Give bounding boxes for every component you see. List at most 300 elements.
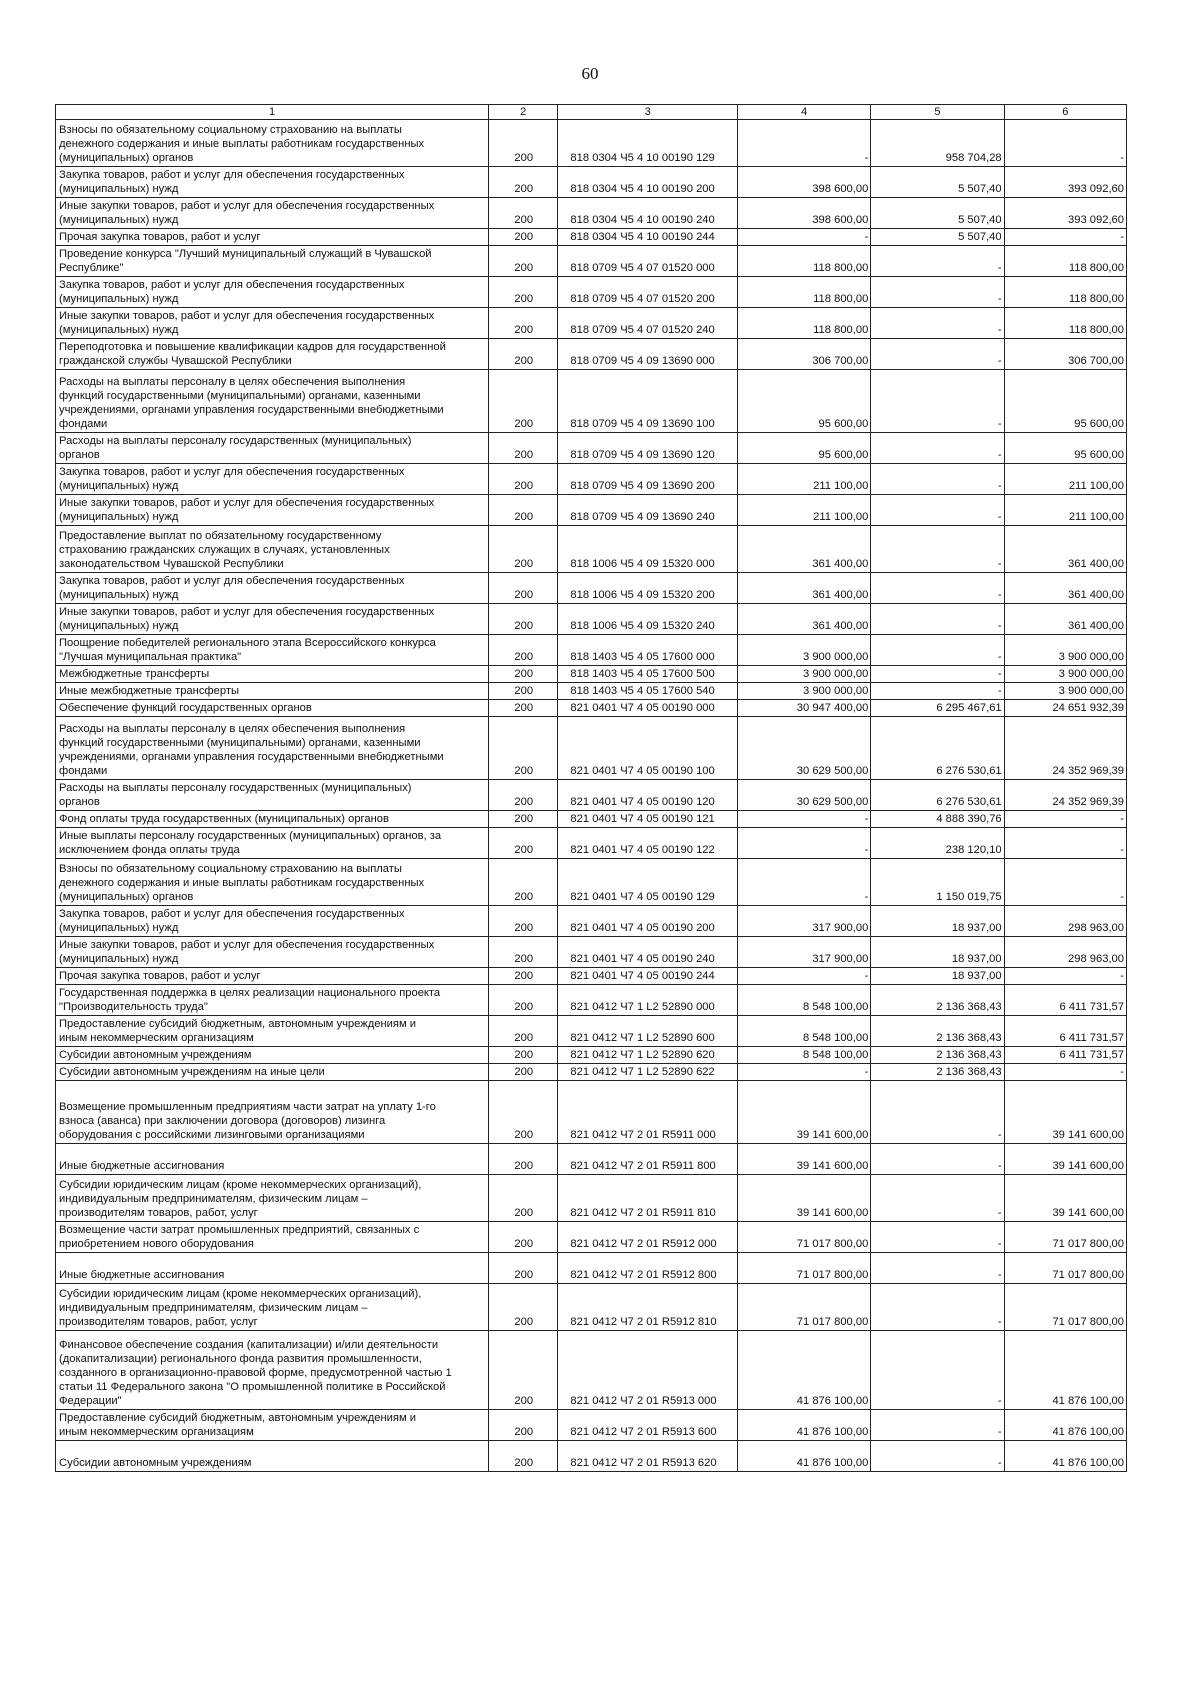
row-description-text: Межбюджетные трансферты bbox=[59, 668, 210, 680]
row-description-text: Закупка товаров, работ и услуг для обеспечения государственных (муниципальных) нужд bbox=[59, 908, 405, 934]
row-description bbox=[56, 1410, 489, 1441]
row-description bbox=[56, 526, 489, 573]
row-value-col4: 8 548 100,00 bbox=[738, 1016, 871, 1047]
row-value-col4: 41 876 100,00 bbox=[738, 1410, 871, 1441]
row-value-col4: 30 629 500,00 bbox=[738, 717, 871, 780]
row-value-col4: 398 600,00 bbox=[738, 167, 871, 198]
row-description bbox=[56, 1047, 489, 1064]
row-value-col6: 361 400,00 bbox=[1004, 604, 1126, 635]
row-value-col6: 24 651 932,39 bbox=[1004, 700, 1126, 717]
row-code: 200 bbox=[489, 573, 558, 604]
row-code: 200 bbox=[489, 277, 558, 308]
row-value-col6: 41 876 100,00 bbox=[1004, 1441, 1126, 1472]
row-value-col6: 6 411 731,57 bbox=[1004, 1047, 1126, 1064]
row-value-col5: - bbox=[871, 464, 1004, 495]
row-description bbox=[56, 859, 489, 906]
row-value-col6: 118 800,00 bbox=[1004, 308, 1126, 339]
row-description bbox=[56, 780, 489, 811]
row-value-col4: 8 548 100,00 bbox=[738, 985, 871, 1016]
row-description bbox=[56, 277, 489, 308]
row-value-col5: - bbox=[871, 1175, 1004, 1222]
row-description bbox=[56, 604, 489, 635]
row-value-col4: - bbox=[738, 811, 871, 828]
table-row bbox=[56, 370, 1127, 433]
row-description-text: Иные закупки товаров, работ и услуг для обеспечения государственных (муниципальных) нужд bbox=[59, 497, 435, 523]
row-description bbox=[56, 167, 489, 198]
row-value-col5: 238 120,10 bbox=[871, 828, 1004, 859]
row-value-col5: - bbox=[871, 526, 1004, 573]
table-row bbox=[56, 859, 1127, 906]
row-value-col6: 39 141 600,00 bbox=[1004, 1081, 1126, 1144]
row-code: 200 bbox=[489, 985, 558, 1016]
row-value-col4: 30 629 500,00 bbox=[738, 780, 871, 811]
row-classification-code: 818 0709 Ч5 4 09 13690 200 bbox=[558, 464, 738, 495]
row-code: 200 bbox=[489, 1253, 558, 1284]
row-code: 200 bbox=[489, 229, 558, 246]
row-code: 200 bbox=[489, 1175, 558, 1222]
row-classification-code: 821 0412 Ч7 1 L2 52890 600 bbox=[558, 1016, 738, 1047]
row-classification-code: 818 0709 Ч5 4 09 13690 240 bbox=[558, 495, 738, 526]
row-description-text: Субсидии юридическим лицам (кроме некоммерческих организаций), индивидуальным предпринимателям, физическим лицам – производителям товаров, работ, услуг bbox=[59, 1288, 422, 1328]
row-description bbox=[56, 985, 489, 1016]
row-classification-code: 821 0401 Ч7 4 05 00190 129 bbox=[558, 859, 738, 906]
row-description bbox=[56, 1064, 489, 1081]
row-value-col4: 8 548 100,00 bbox=[738, 1047, 871, 1064]
row-value-col6: - bbox=[1004, 229, 1126, 246]
table-row bbox=[56, 683, 1127, 700]
row-description bbox=[56, 811, 489, 828]
row-value-col5: 2 136 368,43 bbox=[871, 1064, 1004, 1081]
row-classification-code: 821 0412 Ч7 1 L2 52890 622 bbox=[558, 1064, 738, 1081]
table-row bbox=[56, 828, 1127, 859]
row-description-text: Взносы по обязательному социальному страхованию на выплаты денежного содержания и иные выплаты работникам государственных (муниципальных) органов bbox=[59, 124, 425, 164]
row-code: 200 bbox=[489, 1410, 558, 1441]
row-description bbox=[56, 573, 489, 604]
table-row bbox=[56, 1331, 1127, 1410]
row-value-col6: 361 400,00 bbox=[1004, 573, 1126, 604]
row-description-text: Субсидии автономным учреждениям bbox=[59, 1049, 252, 1061]
row-value-col4: 41 876 100,00 bbox=[738, 1441, 871, 1472]
row-value-col4: 317 900,00 bbox=[738, 906, 871, 937]
row-value-col4: 71 017 800,00 bbox=[738, 1284, 871, 1331]
column-header: 1 bbox=[56, 105, 489, 120]
row-value-col5: - bbox=[871, 433, 1004, 464]
row-code: 200 bbox=[489, 198, 558, 229]
table-row bbox=[56, 198, 1127, 229]
table-row bbox=[56, 1047, 1127, 1064]
row-value-col5: 1 150 019,75 bbox=[871, 859, 1004, 906]
row-value-col5: - bbox=[871, 339, 1004, 370]
row-code: 200 bbox=[489, 167, 558, 198]
row-code: 200 bbox=[489, 308, 558, 339]
row-description-text: Иные закупки товаров, работ и услуг для обеспечения государственных (муниципальных) нужд bbox=[59, 310, 435, 336]
row-classification-code: 818 0709 Ч5 4 07 01520 240 bbox=[558, 308, 738, 339]
row-value-col6: 211 100,00 bbox=[1004, 495, 1126, 526]
row-value-col4: 3 900 000,00 bbox=[738, 683, 871, 700]
row-description bbox=[56, 339, 489, 370]
row-code: 200 bbox=[489, 1081, 558, 1144]
row-value-col5: 2 136 368,43 bbox=[871, 1016, 1004, 1047]
row-code: 200 bbox=[489, 370, 558, 433]
row-code: 200 bbox=[489, 666, 558, 683]
row-description-text: Иные выплаты персоналу государственных (муниципальных) органов, за исключением фонда оплаты труда bbox=[59, 830, 442, 856]
row-value-col6: 41 876 100,00 bbox=[1004, 1410, 1126, 1441]
column-header: 2 bbox=[489, 105, 558, 120]
row-description-text: Субсидии автономным учреждениям bbox=[59, 1457, 252, 1469]
row-value-col6: 298 963,00 bbox=[1004, 937, 1126, 968]
row-value-col6: 24 352 969,39 bbox=[1004, 780, 1126, 811]
row-classification-code: 818 0304 Ч5 4 10 00190 240 bbox=[558, 198, 738, 229]
row-description bbox=[56, 229, 489, 246]
row-classification-code: 818 1006 Ч5 4 09 15320 240 bbox=[558, 604, 738, 635]
row-value-col5: - bbox=[871, 1284, 1004, 1331]
table-row bbox=[56, 246, 1127, 277]
table-row bbox=[56, 780, 1127, 811]
row-description-text: Расходы на выплаты персоналу в целях обеспечения выполнения функций государственными (муниципальными) органами, казенными учреждениями, органами управления государственными внебюджетными фондами bbox=[59, 376, 444, 430]
row-code: 200 bbox=[489, 1284, 558, 1331]
row-value-col6: 3 900 000,00 bbox=[1004, 635, 1126, 666]
table-row bbox=[56, 906, 1127, 937]
row-classification-code: 821 0412 Ч7 2 01 R5911 810 bbox=[558, 1175, 738, 1222]
row-description bbox=[56, 666, 489, 683]
row-code: 200 bbox=[489, 495, 558, 526]
table-row bbox=[56, 573, 1127, 604]
row-value-col5: 2 136 368,43 bbox=[871, 1047, 1004, 1064]
row-value-col5: 18 937,00 bbox=[871, 937, 1004, 968]
row-value-col5: - bbox=[871, 1081, 1004, 1144]
table-row bbox=[56, 1144, 1127, 1175]
table-row bbox=[56, 120, 1127, 167]
row-description-text: Расходы на выплаты персоналу государственных (муниципальных) органов bbox=[59, 782, 412, 808]
row-description-text: Государственная поддержка в целях реализации национального проекта "Производительность труда" bbox=[59, 987, 441, 1013]
row-description-text: Проведение конкурса "Лучший муниципальный служащий в Чувашской Республике" bbox=[59, 248, 432, 274]
row-description-text: Закупка товаров, работ и услуг для обеспечения государственных (муниципальных) нужд bbox=[59, 279, 405, 305]
row-description bbox=[56, 1175, 489, 1222]
row-value-col4: 39 141 600,00 bbox=[738, 1081, 871, 1144]
row-description bbox=[56, 683, 489, 700]
row-value-col6: - bbox=[1004, 1064, 1126, 1081]
row-description bbox=[56, 717, 489, 780]
row-value-col6: - bbox=[1004, 968, 1126, 985]
row-value-col6: 24 352 969,39 bbox=[1004, 717, 1126, 780]
table-row bbox=[56, 464, 1127, 495]
table-row bbox=[56, 339, 1127, 370]
row-value-col5: - bbox=[871, 635, 1004, 666]
row-description bbox=[56, 1081, 489, 1144]
row-value-col4: 317 900,00 bbox=[738, 937, 871, 968]
row-code: 200 bbox=[489, 1144, 558, 1175]
row-classification-code: 821 0401 Ч7 4 05 00190 120 bbox=[558, 780, 738, 811]
row-classification-code: 818 0709 Ч5 4 09 13690 000 bbox=[558, 339, 738, 370]
row-description-text: Обеспечение функций государственных органов bbox=[59, 702, 312, 714]
row-description-text: Переподготовка и повышение квалификации кадров для государственной гражданской службы Чувашской Республики bbox=[59, 341, 446, 367]
table-row bbox=[56, 985, 1127, 1016]
table-row bbox=[56, 1016, 1127, 1047]
row-code: 200 bbox=[489, 968, 558, 985]
row-description bbox=[56, 906, 489, 937]
row-value-col6: 41 876 100,00 bbox=[1004, 1331, 1126, 1410]
row-value-col6: - bbox=[1004, 859, 1126, 906]
row-description bbox=[56, 635, 489, 666]
row-value-col5: - bbox=[871, 1253, 1004, 1284]
row-description-text: Поощрение победителей регионального этапа Всероссийского конкурса "Лучшая муниципальная практика" bbox=[59, 637, 436, 663]
row-value-col5: - bbox=[871, 683, 1004, 700]
row-value-col5: 5 507,40 bbox=[871, 198, 1004, 229]
row-classification-code: 821 0401 Ч7 4 05 00190 100 bbox=[558, 717, 738, 780]
row-code: 200 bbox=[489, 1047, 558, 1064]
row-description bbox=[56, 700, 489, 717]
row-value-col4: 118 800,00 bbox=[738, 246, 871, 277]
row-value-col5: - bbox=[871, 1222, 1004, 1253]
row-code: 200 bbox=[489, 246, 558, 277]
row-classification-code: 821 0401 Ч7 4 05 00190 122 bbox=[558, 828, 738, 859]
row-value-col6: 6 411 731,57 bbox=[1004, 985, 1126, 1016]
row-description bbox=[56, 464, 489, 495]
row-classification-code: 821 0412 Ч7 2 01 R5913 600 bbox=[558, 1410, 738, 1441]
row-classification-code: 818 0304 Ч5 4 10 00190 200 bbox=[558, 167, 738, 198]
table-row bbox=[56, 1441, 1127, 1472]
row-classification-code: 818 0304 Ч5 4 10 00190 244 bbox=[558, 229, 738, 246]
row-description-text: Закупка товаров, работ и услуг для обеспечения государственных (муниципальных) нужд bbox=[59, 466, 405, 492]
row-description bbox=[56, 937, 489, 968]
row-classification-code: 821 0401 Ч7 4 05 00190 240 bbox=[558, 937, 738, 968]
table-row bbox=[56, 1064, 1127, 1081]
row-description-text: Взносы по обязательному социальному страхованию на выплаты денежного содержания и иные выплаты работникам государственных (муниципальных) органов bbox=[59, 863, 425, 903]
row-value-col4: - bbox=[738, 968, 871, 985]
table-row bbox=[56, 1081, 1127, 1144]
row-value-col5: 18 937,00 bbox=[871, 968, 1004, 985]
row-code: 200 bbox=[489, 464, 558, 495]
row-value-col5: 5 507,40 bbox=[871, 229, 1004, 246]
row-classification-code: 818 0709 Ч5 4 09 13690 120 bbox=[558, 433, 738, 464]
row-description-text: Предоставление субсидий бюджетным, автономным учреждениям и иным некоммерческим организациям bbox=[59, 1412, 416, 1438]
row-description bbox=[56, 246, 489, 277]
row-description bbox=[56, 198, 489, 229]
row-value-col4: 361 400,00 bbox=[738, 526, 871, 573]
row-value-col6: 393 092,60 bbox=[1004, 198, 1126, 229]
row-code: 200 bbox=[489, 604, 558, 635]
row-value-col6: 3 900 000,00 bbox=[1004, 683, 1126, 700]
row-description-text: Закупка товаров, работ и услуг для обеспечения государственных (муниципальных) нужд bbox=[59, 169, 405, 195]
row-description-text: Прочая закупка товаров, работ и услуг bbox=[59, 231, 261, 243]
row-classification-code: 818 1403 Ч5 4 05 17600 000 bbox=[558, 635, 738, 666]
row-description bbox=[56, 370, 489, 433]
row-code: 200 bbox=[489, 433, 558, 464]
row-code: 200 bbox=[489, 717, 558, 780]
row-description-text: Иные бюджетные ассигнования bbox=[59, 1269, 225, 1281]
row-value-col6: - bbox=[1004, 120, 1126, 167]
row-classification-code: 818 0709 Ч5 4 07 01520 000 bbox=[558, 246, 738, 277]
row-description bbox=[56, 1331, 489, 1410]
row-code: 200 bbox=[489, 120, 558, 167]
row-code: 200 bbox=[489, 1016, 558, 1047]
row-value-col6: 39 141 600,00 bbox=[1004, 1144, 1126, 1175]
row-description-text: Предоставление выплат по обязательному государственному страхованию гражданских служащих в случаях, установленных законодательством Чувашской Республики bbox=[59, 530, 390, 570]
table-row bbox=[56, 308, 1127, 339]
table-row bbox=[56, 1222, 1127, 1253]
column-header: 3 bbox=[558, 105, 738, 120]
row-description bbox=[56, 1441, 489, 1472]
row-value-col4: - bbox=[738, 120, 871, 167]
row-code: 200 bbox=[489, 635, 558, 666]
table-row bbox=[56, 635, 1127, 666]
row-value-col4: - bbox=[738, 1064, 871, 1081]
row-code: 200 bbox=[489, 906, 558, 937]
table-row bbox=[56, 717, 1127, 780]
row-description-text: Иные закупки товаров, работ и услуг для обеспечения государственных (муниципальных) нужд bbox=[59, 606, 435, 632]
row-description-text: Иные межбюджетные трансферты bbox=[59, 685, 239, 697]
table-row bbox=[56, 1410, 1127, 1441]
table-row bbox=[56, 700, 1127, 717]
row-value-col4: 30 947 400,00 bbox=[738, 700, 871, 717]
row-value-col5: 18 937,00 bbox=[871, 906, 1004, 937]
table-row bbox=[56, 666, 1127, 683]
table-row bbox=[56, 604, 1127, 635]
row-code: 200 bbox=[489, 683, 558, 700]
row-value-col6: - bbox=[1004, 811, 1126, 828]
row-value-col4: 39 141 600,00 bbox=[738, 1175, 871, 1222]
row-code: 200 bbox=[489, 811, 558, 828]
row-value-col5: 5 507,40 bbox=[871, 167, 1004, 198]
row-value-col4: 71 017 800,00 bbox=[738, 1253, 871, 1284]
row-code: 200 bbox=[489, 1064, 558, 1081]
table-row bbox=[56, 937, 1127, 968]
row-value-col5: - bbox=[871, 495, 1004, 526]
row-value-col5: 6 276 530,61 bbox=[871, 780, 1004, 811]
row-value-col4: 118 800,00 bbox=[738, 277, 871, 308]
row-description bbox=[56, 433, 489, 464]
row-classification-code: 818 0304 Ч5 4 10 00190 129 bbox=[558, 120, 738, 167]
row-classification-code: 821 0401 Ч7 4 05 00190 000 bbox=[558, 700, 738, 717]
row-value-col6: 95 600,00 bbox=[1004, 370, 1126, 433]
row-value-col5: - bbox=[871, 1441, 1004, 1472]
row-classification-code: 818 0709 Ч5 4 09 13690 100 bbox=[558, 370, 738, 433]
row-classification-code: 821 0412 Ч7 2 01 R5911 800 bbox=[558, 1144, 738, 1175]
row-classification-code: 821 0412 Ч7 2 01 R5912 800 bbox=[558, 1253, 738, 1284]
row-description bbox=[56, 1222, 489, 1253]
row-classification-code: 821 0412 Ч7 1 L2 52890 000 bbox=[558, 985, 738, 1016]
row-value-col5: - bbox=[871, 308, 1004, 339]
column-header: 4 bbox=[738, 105, 871, 120]
row-value-col5: 958 704,28 bbox=[871, 120, 1004, 167]
column-header: 6 bbox=[1004, 105, 1126, 120]
budget-table bbox=[55, 104, 1127, 1472]
row-value-col4: 71 017 800,00 bbox=[738, 1222, 871, 1253]
row-description-text: Финансовое обеспечение создания (капитализации) и/или деятельности (докапитализации) регионального фонда развития промышленности, созданного в организационно-правовой форме, предусмотренной частью 1 статьи 11 Федерального закона "О промышленной политике в Российской Федерации" bbox=[59, 1339, 452, 1407]
row-classification-code: 818 1006 Ч5 4 09 15320 000 bbox=[558, 526, 738, 573]
row-description-text: Иные закупки товаров, работ и услуг для обеспечения государственных (муниципальных) нужд bbox=[59, 939, 435, 965]
row-value-col4: 398 600,00 bbox=[738, 198, 871, 229]
row-value-col6: 361 400,00 bbox=[1004, 526, 1126, 573]
row-value-col5: - bbox=[871, 277, 1004, 308]
row-description-text: Возмещение промышленным предприятиям части затрат на уплату 1-го взноса (аванса) при заключении договора (договоров) лизинга оборудования с российскими лизинговыми организациями bbox=[59, 1101, 436, 1141]
row-value-col6: 71 017 800,00 bbox=[1004, 1284, 1126, 1331]
row-value-col4: 39 141 600,00 bbox=[738, 1144, 871, 1175]
row-description bbox=[56, 120, 489, 167]
row-code: 200 bbox=[489, 780, 558, 811]
row-value-col5: - bbox=[871, 573, 1004, 604]
row-description bbox=[56, 495, 489, 526]
row-value-col6: 118 800,00 bbox=[1004, 246, 1126, 277]
row-value-col6: - bbox=[1004, 828, 1126, 859]
row-value-col5: - bbox=[871, 246, 1004, 277]
row-code: 200 bbox=[489, 937, 558, 968]
row-code: 200 bbox=[489, 526, 558, 573]
row-value-col5: - bbox=[871, 1331, 1004, 1410]
row-value-col5: 6 276 530,61 bbox=[871, 717, 1004, 780]
row-value-col6: 306 700,00 bbox=[1004, 339, 1126, 370]
row-description bbox=[56, 1284, 489, 1331]
row-value-col5: - bbox=[871, 1410, 1004, 1441]
row-value-col6: 211 100,00 bbox=[1004, 464, 1126, 495]
row-code: 200 bbox=[489, 828, 558, 859]
row-description-text: Иные бюджетные ассигнования bbox=[59, 1160, 225, 1172]
row-description bbox=[56, 1253, 489, 1284]
row-value-col6: 118 800,00 bbox=[1004, 277, 1126, 308]
row-value-col4: 361 400,00 bbox=[738, 573, 871, 604]
row-value-col4: 41 876 100,00 bbox=[738, 1331, 871, 1410]
row-code: 200 bbox=[489, 700, 558, 717]
row-value-col4: - bbox=[738, 859, 871, 906]
table-row bbox=[56, 968, 1127, 985]
row-description bbox=[56, 828, 489, 859]
row-code: 200 bbox=[489, 859, 558, 906]
table-row bbox=[56, 811, 1127, 828]
row-value-col4: 3 900 000,00 bbox=[738, 666, 871, 683]
row-value-col5: - bbox=[871, 666, 1004, 683]
row-value-col5: 6 295 467,61 bbox=[871, 700, 1004, 717]
row-description bbox=[56, 308, 489, 339]
row-classification-code: 818 0709 Ч5 4 07 01520 200 bbox=[558, 277, 738, 308]
row-description bbox=[56, 1016, 489, 1047]
row-value-col4: 95 600,00 bbox=[738, 370, 871, 433]
row-classification-code: 821 0412 Ч7 1 L2 52890 620 bbox=[558, 1047, 738, 1064]
row-value-col5: 4 888 390,76 bbox=[871, 811, 1004, 828]
row-classification-code: 821 0401 Ч7 4 05 00190 244 bbox=[558, 968, 738, 985]
table-row bbox=[56, 433, 1127, 464]
row-value-col6: 6 411 731,57 bbox=[1004, 1016, 1126, 1047]
page-number: 60 bbox=[581, 64, 599, 83]
row-description-text: Субсидии юридическим лицам (кроме некоммерческих организаций), индивидуальным предпринимателям, физическим лицам – производителям товаров, работ, услуг bbox=[59, 1179, 422, 1219]
row-description-text: Расходы на выплаты персоналу в целях обеспечения выполнения функций государственными (муниципальными) органами, казенными учреждениями, органами управления государственными внебюджетными фондами bbox=[59, 723, 444, 777]
row-classification-code: 821 0412 Ч7 2 01 R5913 620 bbox=[558, 1441, 738, 1472]
row-code: 200 bbox=[489, 339, 558, 370]
row-classification-code: 821 0401 Ч7 4 05 00190 121 bbox=[558, 811, 738, 828]
row-value-col6: 95 600,00 bbox=[1004, 433, 1126, 464]
row-value-col4: 118 800,00 bbox=[738, 308, 871, 339]
row-code: 200 bbox=[489, 1331, 558, 1410]
row-value-col4: 361 400,00 bbox=[738, 604, 871, 635]
row-description-text: Фонд оплаты труда государственных (муниципальных) органов bbox=[59, 813, 389, 825]
row-description-text: Субсидии автономным учреждениям на иные цели bbox=[59, 1066, 325, 1078]
row-classification-code: 821 0412 Ч7 2 01 R5913 000 bbox=[558, 1331, 738, 1410]
row-value-col6: 39 141 600,00 bbox=[1004, 1175, 1126, 1222]
table-row bbox=[56, 495, 1127, 526]
row-code: 200 bbox=[489, 1222, 558, 1253]
table-row bbox=[56, 277, 1127, 308]
table-row bbox=[56, 167, 1127, 198]
table-row bbox=[56, 1253, 1127, 1284]
row-value-col6: 71 017 800,00 bbox=[1004, 1253, 1126, 1284]
row-classification-code: 821 0401 Ч7 4 05 00190 200 bbox=[558, 906, 738, 937]
row-description-text: Предоставление субсидий бюджетным, автономным учреждениям и иным некоммерческим организациям bbox=[59, 1018, 416, 1044]
row-value-col4: 211 100,00 bbox=[738, 464, 871, 495]
table-row bbox=[56, 1175, 1127, 1222]
row-value-col4: 211 100,00 bbox=[738, 495, 871, 526]
row-value-col5: - bbox=[871, 1144, 1004, 1175]
row-value-col6: 71 017 800,00 bbox=[1004, 1222, 1126, 1253]
row-description-text: Закупка товаров, работ и услуг для обеспечения государственных (муниципальных) нужд bbox=[59, 575, 405, 601]
